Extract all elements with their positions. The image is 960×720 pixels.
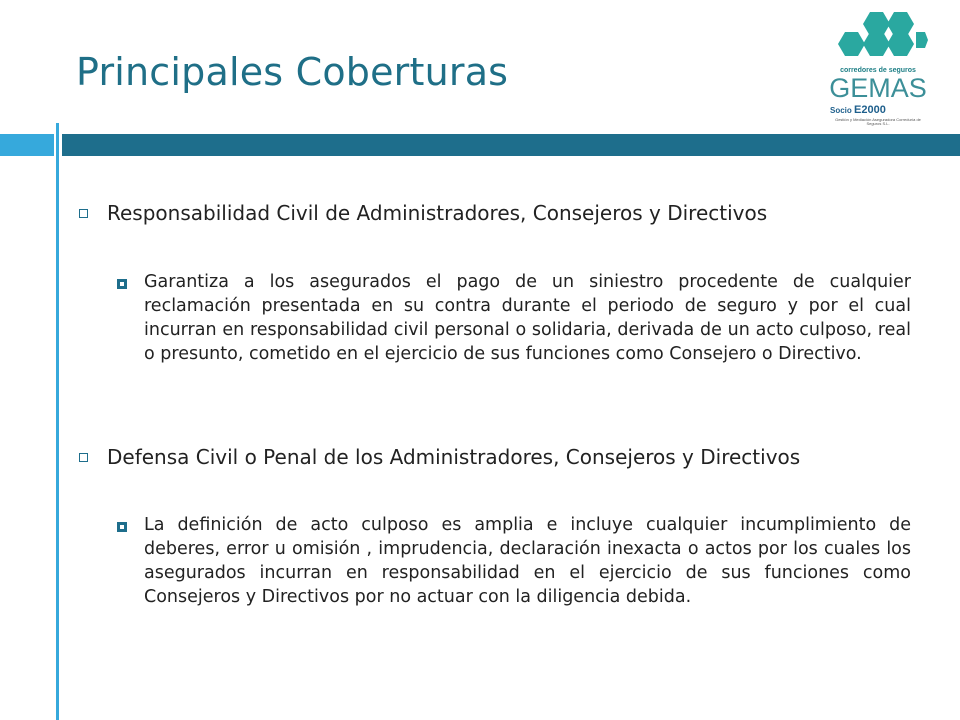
header-bar-right	[62, 134, 960, 156]
header-bar-left	[0, 134, 54, 156]
section-detail: La definición de acto culposo es amplia e incluye cualquier incumplimiento de deberes, error u omisión , imprudencia, declaración inexacta o actos por los cuales los asegurados incurran en responsabilidad en el ejercicio de sus funciones como Consejeros y Directivos por no actuar con la diligencia debida.	[144, 515, 911, 607]
logo-socio	[830, 104, 924, 116]
section-heading: Defensa Civil o Penal de los Administradores, Consejeros y Directivos	[107, 445, 801, 469]
filled-square-bullet-icon	[117, 522, 127, 532]
vertical-accent-line	[56, 123, 59, 720]
logo-socio-label: Socio	[830, 106, 852, 115]
logo-socio-brand: E2000	[854, 104, 886, 116]
logo-name: GEMAS	[829, 73, 927, 103]
gemas-logo	[828, 10, 928, 126]
section-detail: Garantiza a los asegurados el pago de un siniestro procedente de cualquier reclamación presentada en su contra durante el periodo de seguro y por el cual incurran en responsabilidad civil personal o solidaria, derivada de un acto culposo, real o presunto, cometido en el ejercicio de sus funciones como Consejero o Directivo.	[144, 272, 911, 364]
section-heading: Responsabilidad Civil de Administradores, Consejeros y Directivos	[107, 201, 768, 225]
square-bullet-icon	[79, 453, 88, 462]
logo-tagline: corredores de seguros	[840, 67, 916, 74]
filled-square-bullet-icon	[117, 279, 127, 289]
square-bullet-icon	[79, 209, 88, 218]
slide-title: Principales Coberturas	[76, 50, 509, 94]
hexagon-cluster-icon	[828, 10, 928, 70]
logo-fine-print: Gestión y Mediación Aseguradora Correduría de Seguros S.L.	[835, 117, 921, 126]
